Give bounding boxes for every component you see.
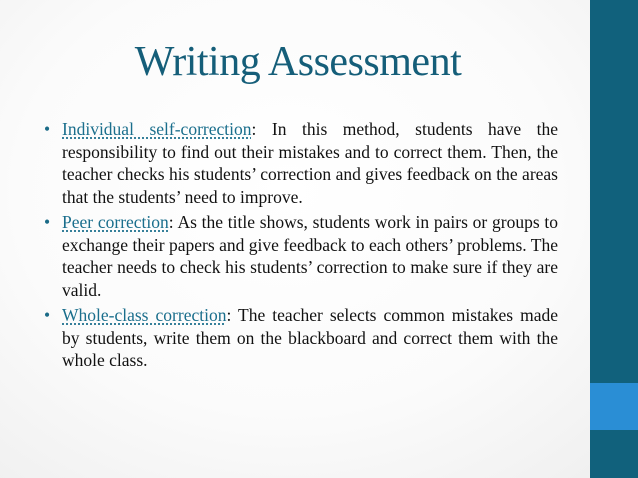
term-link-individual-self-correction[interactable]: Individual self-correction <box>62 119 252 139</box>
bullet-icon: • <box>44 212 51 232</box>
bullet-list <box>44 118 558 375</box>
term-link-whole-class-correction[interactable]: Whole-class correction <box>62 305 227 325</box>
bullet-icon: • <box>44 119 51 139</box>
bullet-text: : The teacher selects common mistakes made by students, write them on the blackboard and correct them with the whole class. <box>62 305 558 370</box>
term-link-peer-correction[interactable]: Peer correction <box>62 212 169 232</box>
bullet-item-peer-correction <box>44 211 558 301</box>
bullet-icon: • <box>44 305 51 325</box>
side-accent-block <box>590 383 638 430</box>
slide-title: Writing Assessment <box>134 39 462 85</box>
bullet-text: : In this method, students have the responsibility to find out their mistakes and to correct them. Then, the teacher checks his students’ correction and gives feedback on the areas that the students’ need to improve. <box>62 119 558 207</box>
bullet-text: : As the title shows, students work in pairs or groups to exchange their papers and give feedback to each others’ problems. The teacher needs to check his students’ correction to make sure if they are valid. <box>62 212 559 300</box>
bullet-item-individual-self-correction <box>44 118 558 208</box>
bullet-item-whole-class-correction <box>44 304 558 372</box>
